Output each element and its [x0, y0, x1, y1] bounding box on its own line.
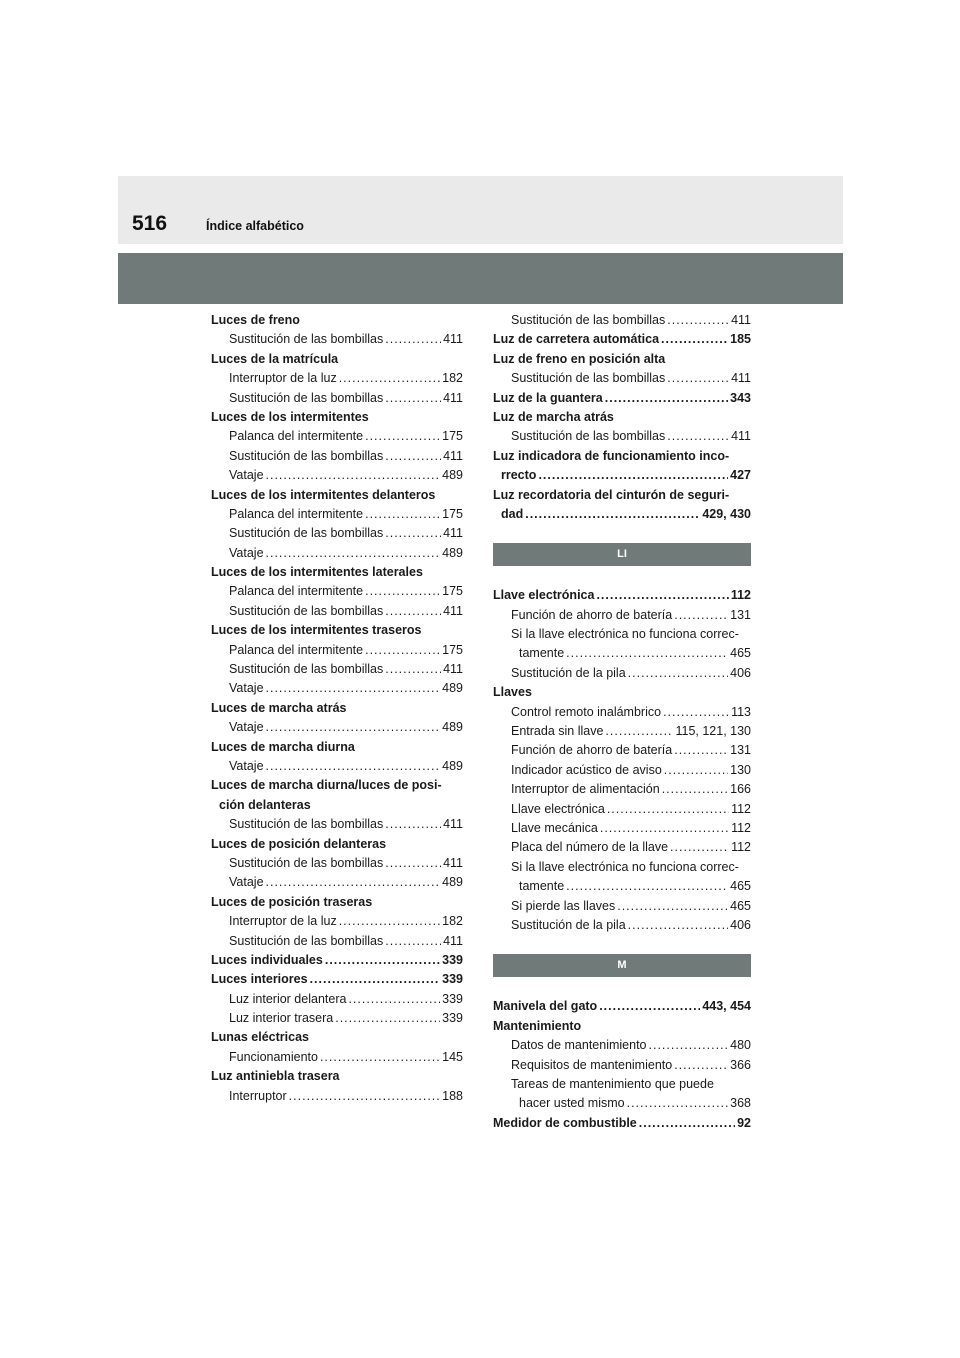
index-subentry	[493, 800, 751, 819]
index-entry	[211, 563, 463, 582]
leader-dots	[266, 718, 441, 737]
entry-text: Luces de los intermitentes traseros	[211, 623, 422, 638]
page-reference: 185	[730, 332, 751, 347]
entry-text: Funcionamiento	[229, 1049, 318, 1064]
entry-text: Luz recordatoria del cinturón de seguri-	[493, 487, 730, 502]
leader-dots	[266, 873, 441, 892]
index-entry	[211, 408, 463, 427]
page-reference: 366	[730, 1057, 751, 1072]
index-subentry	[493, 741, 751, 760]
index-subentry	[493, 606, 751, 625]
index-entry	[493, 997, 751, 1016]
index-subentry	[493, 703, 751, 722]
leader-dots	[639, 1114, 735, 1133]
index-subentry	[211, 330, 463, 349]
index-subentry	[493, 761, 751, 780]
entry-text: Llave mecánica	[511, 820, 598, 835]
index-subentry	[493, 1036, 751, 1055]
entry-text: Vataje	[229, 758, 264, 773]
entry-text: Luces de marcha diurna/luces de posi-	[211, 778, 442, 793]
index-subentry	[493, 722, 751, 741]
leader-dots	[600, 819, 729, 838]
entry-text: Si pierde las llaves	[511, 898, 616, 913]
entry-text: Si la llave electrónica no funciona correc-	[511, 859, 739, 874]
page-reference: 339	[442, 972, 463, 987]
leader-dots	[385, 815, 441, 834]
leader-dots	[385, 447, 441, 466]
entry-text: Lunas eléctricas	[211, 1030, 309, 1045]
page-reference: 131	[730, 607, 751, 622]
index-subentry	[211, 524, 463, 543]
index-subentry	[211, 582, 463, 601]
index-entry	[493, 447, 751, 466]
page-reference: 465	[730, 898, 751, 913]
entry-text: rrecto	[501, 468, 537, 483]
index-subentry	[211, 1048, 463, 1067]
page-reference: 188	[442, 1088, 463, 1103]
leader-dots	[348, 990, 440, 1009]
entry-text: Sustitución de las bombillas	[229, 332, 384, 347]
leader-dots	[365, 582, 440, 601]
index-subentry	[211, 873, 463, 892]
entry-text: Sustitución de las bombillas	[229, 390, 384, 405]
entry-text: Indicador acústico de aviso	[511, 762, 662, 777]
index-subentry	[211, 1087, 463, 1106]
index-subentry	[211, 1009, 463, 1028]
page-reference: 112	[730, 588, 751, 603]
entry-text: Luz interior delantera	[229, 991, 347, 1006]
index-subentry	[211, 912, 463, 931]
index-subentry	[211, 544, 463, 563]
page-reference: 182	[442, 914, 463, 929]
page-reference: 411	[443, 603, 463, 618]
index-subentry	[211, 932, 463, 951]
leader-dots	[663, 703, 729, 722]
page-reference: 339	[442, 1011, 463, 1026]
entry-text: Tareas de mantenimiento que puede	[511, 1076, 714, 1091]
entry-text: Luces de freno	[211, 313, 300, 327]
leader-dots	[335, 1009, 440, 1028]
leader-dots	[385, 854, 441, 873]
page-reference: 166	[730, 782, 751, 797]
index-subentry	[211, 427, 463, 446]
entry-text: Luces de posición delanteras	[211, 836, 387, 851]
entry-text: Sustitución de las bombillas	[229, 603, 384, 618]
index-subentry	[211, 854, 463, 873]
index-subentry	[211, 389, 463, 408]
leader-dots	[667, 427, 729, 446]
entry-text: Vataje	[229, 468, 264, 483]
leader-dots	[266, 466, 441, 485]
leader-dots	[661, 330, 728, 349]
index-entry	[493, 1114, 751, 1133]
entry-text: Luces de marcha atrás	[211, 700, 347, 715]
index-entry	[211, 893, 463, 912]
index-subentry	[493, 877, 751, 896]
leader-dots	[607, 800, 729, 819]
leader-dots	[605, 389, 728, 408]
page-reference: 339	[442, 952, 463, 967]
leader-dots	[627, 1094, 729, 1113]
page-reference: 175	[442, 584, 463, 599]
leader-dots	[525, 505, 700, 524]
page-reference: 480	[730, 1038, 751, 1053]
page-reference: 113	[731, 704, 751, 719]
page-reference: 411	[443, 855, 463, 870]
leader-dots	[325, 951, 440, 970]
leader-dots	[320, 1048, 440, 1067]
leader-dots	[385, 330, 441, 349]
index-subentry	[493, 1075, 751, 1094]
entry-text: Mantenimiento	[493, 1018, 582, 1033]
page-reference: 411	[443, 817, 463, 832]
index-entry	[493, 466, 751, 485]
index-subentry	[211, 815, 463, 834]
entry-text: Control remoto inalámbrico	[511, 704, 662, 719]
leader-dots	[599, 997, 700, 1016]
index-entry	[211, 1028, 463, 1047]
entry-text: Placa del número de la llave	[511, 840, 669, 855]
entry-text: Entrada sin llave	[511, 724, 604, 739]
page-reference: 112	[731, 801, 751, 816]
leader-dots	[566, 644, 728, 663]
index-entry	[211, 776, 463, 795]
page-reference: 112	[731, 820, 751, 835]
page-reference: 427	[730, 468, 751, 483]
page-reference: 112	[731, 840, 751, 855]
entry-text: Sustitución de las bombillas	[229, 817, 384, 832]
index-subentry	[493, 1094, 751, 1113]
leader-dots	[385, 660, 441, 679]
entry-text: Llave electrónica	[511, 801, 605, 816]
leader-dots	[385, 389, 441, 408]
entry-text: Sustitución de las bombillas	[229, 855, 384, 870]
index-subentry	[493, 625, 751, 644]
leader-dots	[266, 679, 441, 698]
entry-text: Función de ahorro de batería	[511, 607, 673, 622]
index-entry	[493, 486, 751, 505]
entry-text: Luces de los intermitentes	[211, 409, 369, 424]
entry-text: Interruptor	[229, 1088, 287, 1103]
index-entry	[211, 621, 463, 640]
index-subentry	[493, 780, 751, 799]
page-reference: 175	[442, 642, 463, 657]
entry-text: Luz de marcha atrás	[493, 409, 614, 424]
entry-text: Palanca del intermitente	[229, 584, 364, 599]
leader-dots	[596, 586, 728, 605]
page-reference: 411	[443, 332, 463, 347]
page-reference: 411	[731, 371, 751, 386]
index-entry	[211, 796, 463, 815]
page-reference: 411	[443, 448, 463, 463]
index-subentry	[493, 858, 751, 877]
index-subentry	[493, 644, 751, 663]
leader-dots	[365, 505, 440, 524]
leader-dots	[385, 932, 441, 951]
page-reference: 92	[737, 1115, 751, 1130]
leader-dots	[649, 1036, 729, 1055]
header-band	[118, 176, 843, 244]
page-reference: 339	[442, 991, 463, 1006]
entry-text: Sustitución de la pila	[511, 917, 626, 932]
leader-dots	[670, 838, 729, 857]
page-reference: 443, 454	[702, 999, 751, 1014]
index-subentry	[493, 1056, 751, 1075]
entry-text: Palanca del intermitente	[229, 506, 364, 521]
entry-text: Función de ahorro de batería	[511, 743, 673, 758]
index-subentry	[493, 819, 751, 838]
entry-text: Datos de mantenimiento	[511, 1038, 647, 1053]
index-subentry	[211, 757, 463, 776]
entry-text: Sustitución de las bombillas	[229, 448, 384, 463]
leader-dots	[667, 311, 729, 330]
section-letter-bar: LI	[493, 543, 751, 566]
index-subentry	[211, 990, 463, 1009]
entry-text: Luz indicadora de funcionamiento inco-	[493, 448, 730, 463]
entry-text: Sustitución de las bombillas	[229, 933, 384, 948]
entry-text: tamente	[519, 879, 565, 894]
index-entry	[211, 699, 463, 718]
leader-dots	[385, 524, 441, 543]
index-entry	[211, 970, 463, 989]
page-reference: 411	[731, 313, 751, 327]
page-reference: 175	[442, 429, 463, 444]
title-bar	[118, 253, 843, 304]
entry-text: Luz interior trasera	[229, 1011, 334, 1026]
entry-text: Sustitución de las bombillas	[511, 429, 666, 444]
index-entry	[493, 350, 751, 369]
entry-text: Interruptor de la luz	[229, 371, 337, 386]
entry-text: hacer usted mismo	[519, 1096, 625, 1111]
leader-dots	[628, 916, 728, 935]
leader-dots	[289, 1087, 440, 1106]
index-entry	[493, 505, 751, 524]
index-subentry	[211, 641, 463, 660]
index-subentry	[493, 916, 751, 935]
page-reference: 145	[442, 1049, 463, 1064]
index-entry	[211, 311, 463, 330]
page-section-title: Índice alfabético	[206, 219, 304, 233]
leader-dots	[310, 970, 441, 989]
index-entry	[493, 586, 751, 605]
entry-text: Manivela del gato	[493, 999, 598, 1014]
leader-dots	[674, 1056, 728, 1075]
leader-dots	[266, 757, 441, 776]
entry-text: Luz de carretera automática	[493, 332, 660, 347]
index-entry	[493, 408, 751, 427]
entry-text: Luces de los intermitentes laterales	[211, 565, 423, 580]
entry-text: Interruptor de la luz	[229, 914, 337, 929]
entry-text: Sustitución de las bombillas	[511, 313, 666, 327]
page-reference: 406	[730, 917, 751, 932]
page-reference: 489	[442, 875, 463, 890]
page-reference: 465	[730, 879, 751, 894]
page-reference: 368	[730, 1096, 751, 1111]
page-reference: 115, 121, 130	[675, 724, 751, 739]
index-entry	[211, 738, 463, 757]
entry-text: Sustitución de las bombillas	[511, 371, 666, 386]
index-entry	[493, 330, 751, 349]
entry-text: Llaves	[493, 685, 532, 700]
entry-text: Vataje	[229, 720, 264, 735]
index-subentry	[493, 838, 751, 857]
index-subentry	[493, 369, 751, 388]
leader-dots	[605, 722, 673, 741]
entry-text: Palanca del intermitente	[229, 642, 364, 657]
page-reference: 411	[443, 390, 463, 405]
index-entry	[211, 486, 463, 505]
entry-text: tamente	[519, 646, 565, 661]
page-reference: 182	[442, 371, 463, 386]
index-subentry	[211, 660, 463, 679]
page-reference: 489	[442, 468, 463, 483]
leader-dots	[674, 606, 728, 625]
index-entry	[211, 951, 463, 970]
leader-dots	[365, 641, 440, 660]
entry-text: Vataje	[229, 875, 264, 890]
index-entry	[211, 350, 463, 369]
page-reference: 411	[731, 429, 751, 444]
page-number: 516	[132, 212, 168, 235]
page-reference: 175	[442, 506, 463, 521]
index-entry	[211, 1067, 463, 1086]
leader-dots	[674, 741, 728, 760]
page-reference: 411	[443, 526, 463, 541]
index-subentry	[211, 447, 463, 466]
entry-text: Luces de posición traseras	[211, 894, 373, 909]
entry-text: Interruptor de alimentación	[511, 782, 660, 797]
index-subentry	[211, 718, 463, 737]
leader-dots	[617, 897, 728, 916]
entry-text: Luces de marcha diurna	[211, 739, 355, 754]
section-letter-bar: M	[493, 954, 751, 977]
page-reference: 429, 430	[702, 506, 751, 521]
leader-dots	[266, 544, 441, 563]
index-subentry	[211, 602, 463, 621]
page-reference: 411	[443, 933, 463, 948]
entry-text: Requisitos de mantenimiento	[511, 1057, 673, 1072]
entry-text: Sustitución de la pila	[511, 665, 626, 680]
index-subentry	[493, 664, 751, 683]
index-subentry	[493, 897, 751, 916]
entry-text: Sustitución de las bombillas	[229, 662, 384, 677]
entry-text: Medidor de combustible	[493, 1115, 637, 1130]
index-subentry	[211, 369, 463, 388]
entry-text: Llave electrónica	[493, 588, 595, 603]
index-entry	[493, 389, 751, 408]
index-subentry	[211, 505, 463, 524]
entry-text: Luces interiores	[211, 972, 308, 987]
index-subentry	[493, 311, 751, 330]
index-entry	[211, 835, 463, 854]
entry-text: Sustitución de las bombillas	[229, 526, 384, 541]
entry-text: Vataje	[229, 545, 264, 560]
page-reference: 489	[442, 681, 463, 696]
entry-text: Luces individuales	[211, 952, 323, 967]
entry-text: Luz antiniebla trasera	[211, 1069, 340, 1084]
leader-dots	[628, 664, 728, 683]
index-subentry	[211, 466, 463, 485]
leader-dots	[365, 427, 440, 446]
page-reference: 411	[443, 662, 463, 677]
entry-text: ción delanteras	[219, 797, 311, 812]
entry-text: Luz de freno en posición alta	[493, 351, 666, 366]
entry-text: Luz de la guantera	[493, 390, 603, 405]
page-reference: 343	[730, 390, 751, 405]
page-reference: 131	[730, 743, 751, 758]
leader-dots	[538, 466, 728, 485]
index-column-left	[211, 311, 463, 1106]
leader-dots	[385, 602, 441, 621]
page-reference: 465	[730, 646, 751, 661]
leader-dots	[664, 761, 728, 780]
page-reference: 489	[442, 758, 463, 773]
index-subentry	[493, 427, 751, 446]
index-entry	[493, 1017, 751, 1036]
index-column-right	[493, 311, 751, 1133]
page-reference: 130	[730, 762, 751, 777]
leader-dots	[566, 877, 728, 896]
page-reference: 489	[442, 720, 463, 735]
entry-text: Vataje	[229, 681, 264, 696]
page-reference: 406	[730, 665, 751, 680]
entry-text: Palanca del intermitente	[229, 429, 364, 444]
leader-dots	[667, 369, 729, 388]
leader-dots	[339, 912, 440, 931]
page-reference: 489	[442, 545, 463, 560]
leader-dots	[339, 369, 440, 388]
entry-text: Luces de la matrícula	[211, 351, 339, 366]
index-subentry	[211, 679, 463, 698]
entry-text: Si la llave electrónica no funciona correc-	[511, 627, 739, 642]
leader-dots	[662, 780, 728, 799]
index-entry	[493, 683, 751, 702]
entry-text: Luces de los intermitentes delanteros	[211, 487, 436, 502]
entry-text: dad	[501, 506, 524, 521]
